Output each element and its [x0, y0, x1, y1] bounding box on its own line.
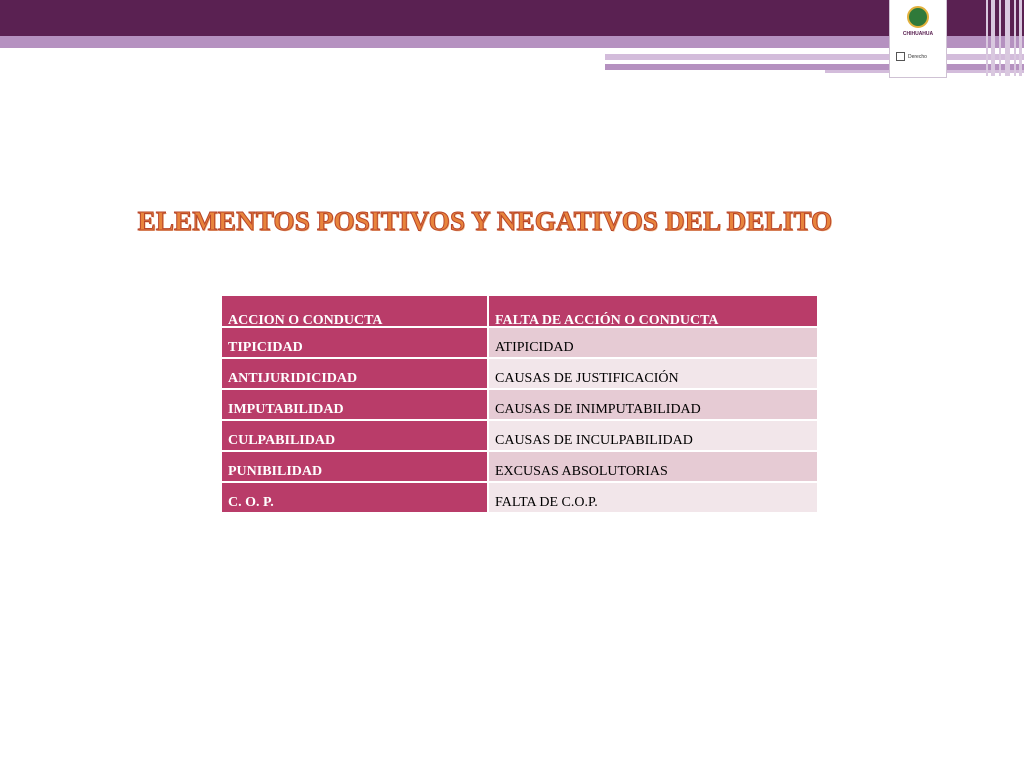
slide-title: ELEMENTOS POSITIVOS Y NEGATIVOS DEL DELITO: [137, 206, 833, 236]
seal-icon: [907, 6, 929, 28]
table-row: [222, 359, 817, 390]
negative-element: ATIPICIDAD: [489, 328, 817, 359]
positive-element: C. O. P.: [222, 483, 489, 514]
university-logo: [889, 0, 947, 78]
faculty-name: Derecho: [908, 54, 927, 60]
table-header-row: [222, 296, 817, 328]
table-row: [222, 483, 817, 514]
vertical-bar: [986, 0, 988, 76]
header-vertical-bars: [984, 0, 1024, 76]
table-row: [222, 328, 817, 359]
negative-element: CAUSAS DE JUSTIFICACIÓN: [489, 359, 817, 390]
table-row: [222, 452, 817, 483]
positive-element: IMPUTABILIDAD: [222, 390, 489, 421]
positive-element: CULPABILIDAD: [222, 421, 489, 452]
vertical-bar: [999, 0, 1001, 76]
negative-element: CAUSAS DE INCULPABILIDAD: [489, 421, 817, 452]
elements-table: [222, 296, 817, 514]
header-band-accent: [0, 36, 1024, 48]
faculty-badge: [894, 50, 942, 66]
vertical-bar: [1005, 0, 1010, 76]
table-row: [222, 421, 817, 452]
table-header-positive: ACCION O CONDUCTA: [222, 296, 489, 328]
positive-element: ANTIJURIDICIDAD: [222, 359, 489, 390]
vertical-bar: [1019, 0, 1022, 76]
positive-element: TIPICIDAD: [222, 328, 489, 359]
table-header-negative: FALTA DE ACCIÓN O CONDUCTA: [489, 296, 817, 328]
negative-element: CAUSAS DE INIMPUTABILIDAD: [489, 390, 817, 421]
faculty-mark-icon: [896, 52, 905, 61]
vertical-bar: [1014, 0, 1016, 76]
header-band-top: [0, 0, 1024, 36]
logo-name: CHIHUAHUA: [902, 31, 934, 37]
negative-element: EXCUSAS ABSOLUTORIAS: [489, 452, 817, 483]
positive-element: PUNIBILIDAD: [222, 452, 489, 483]
vertical-bar: [991, 0, 995, 76]
negative-element: FALTA DE C.O.P.: [489, 483, 817, 514]
table-row: [222, 390, 817, 421]
